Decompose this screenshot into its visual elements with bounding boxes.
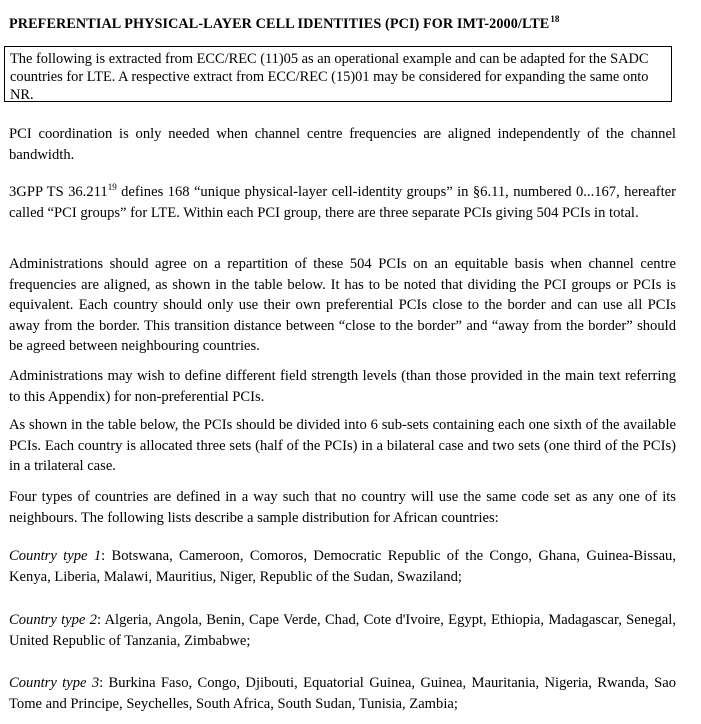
country-type-2 [9,610,676,651]
country-type-3 [9,673,676,714]
section-heading-text: PREFERENTIAL PHYSICAL-LAYER CELL IDENTITIES (PCI) FOR IMT-2000/LTE [9,16,550,32]
paragraph-repartition: Administrations should agree on a repartition of these 504 PCIs on an equitable basis when channel centre frequencies are aligned, as shown in the table below. It has to be noted that dividing the PCI groups or PCIs is equivalent. Each country should only use their own preferential PCIs close to the border and can use all PCIs away from the border. This transition distance between “close to the border” and “away from the border” should be agreed between neighbouring countries. [9,256,676,355]
paragraph-subsets: As shown in the table below, the PCIs should be divided into 6 sub-sets containing each one sixth of the available PCIs. Each country is allocated three sets (half of the PCIs) in a bilateral case and two sets (one third of the PCIs) in a trilateral case. [9,417,676,475]
country-type-2-label: Country type 2 [9,612,97,628]
country-type-1 [9,546,676,587]
spec-footnote-ref[interactable]: 19 [107,182,117,192]
country-type-3-label: Country type 3 [9,675,100,691]
section-heading [9,9,560,35]
note-box-text: The following is extracted from ECC/REC (11)05 as an operational example and can be adapted for the SADC countries for LTE. A respective extract from ECC/REC (15)01 may be considered for expanding the same onto NR. [10,51,649,103]
note-box [4,46,672,102]
paragraph-3gpp-spec [9,182,676,223]
country-type-1-list: : Botswana, Cameroon, Comoros, Democratic Republic of the Congo, Ghana, Guinea-Bissau, Kenya, Liberia, Malawi, Mauritius, Niger, Republic of the Sudan, Swaziland; [9,548,676,585]
paragraph-country-types: Four types of countries are defined in a way such that no country will use the same code set as any one of its neighbours. The following lists describe a sample distribution for African countries: [9,489,676,526]
country-type-2-list: : Algeria, Angola, Benin, Cape Verde, Chad, Cote d'Ivoire, Egypt, Ethiopia, Madagascar, Senegal, United Republic of Tanzania, Zimbabwe; [9,612,676,649]
spec-description: defines 168 “unique physical-layer cell-identity groups” in §6.11, numbered 0...167, hereafter called “PCI groups” for LTE. Within each PCI group, there are three separate PCIs giving 504 PCIs in total. [9,184,676,221]
country-type-3-list: : Burkina Faso, Congo, Djibouti, Equatorial Guinea, Guinea, Mauritania, Nigeria, Rwanda, Sao Tome and Principe, Seychelles, South Africa, South Sudan, Tunisia, Zambia; [9,675,676,712]
heading-footnote-ref[interactable]: 18 [550,14,560,24]
paragraph-field-strength: Administrations may wish to define different field strength levels (than those provided in the main text referring to this Appendix) for non-preferential PCIs. [9,368,676,405]
paragraph-pci-coordination: PCI coordination is only needed when channel centre frequencies are aligned independently of the channel bandwidth. [9,126,676,163]
spec-reference: 3GPP TS 36.211 [9,184,108,200]
country-type-1-label: Country type 1 [9,548,102,564]
